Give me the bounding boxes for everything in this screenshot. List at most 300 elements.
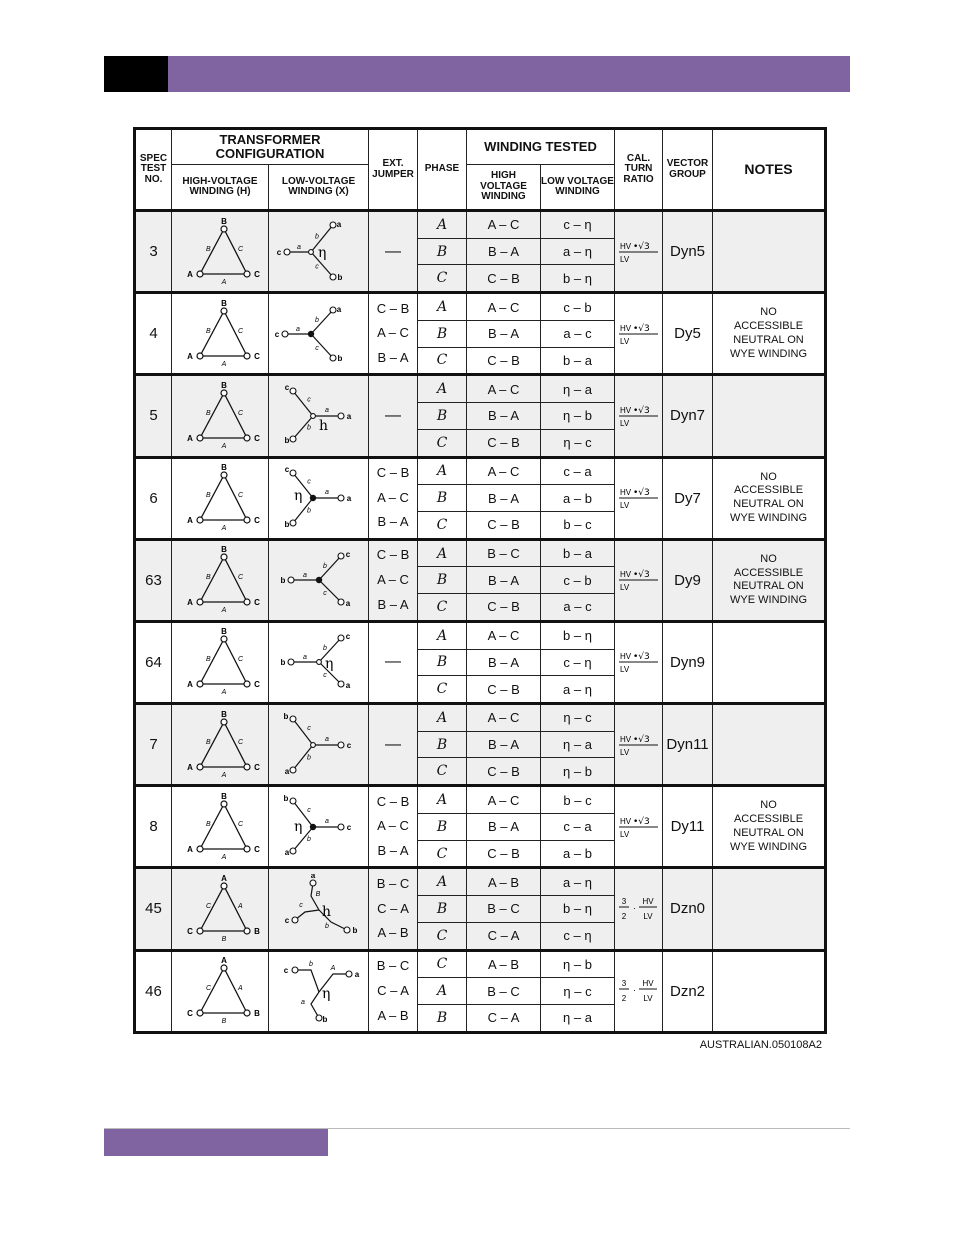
svg-text:b: b bbox=[322, 1015, 327, 1025]
svg-text:c: c bbox=[314, 344, 319, 352]
note-line: NO bbox=[760, 306, 777, 319]
svg-text:C: C bbox=[238, 656, 244, 664]
svg-text:a: a bbox=[310, 873, 315, 880]
svg-text:C: C bbox=[254, 844, 260, 854]
cal-turn-ratio bbox=[615, 539, 663, 621]
table-row bbox=[135, 539, 826, 567]
svg-text:b: b bbox=[306, 424, 311, 432]
header-hv-winding-h: HIGH-VOLTAGE WINDING (H) bbox=[172, 165, 269, 211]
lv-diagram-cell bbox=[269, 375, 369, 457]
lv-winding-tested: b – η bbox=[541, 896, 615, 923]
phase: B bbox=[418, 649, 467, 676]
svg-text:C: C bbox=[238, 574, 244, 582]
svg-text:A: A bbox=[221, 689, 227, 697]
table-row bbox=[135, 704, 826, 732]
notes-cell bbox=[713, 293, 826, 375]
svg-text:B: B bbox=[221, 463, 227, 473]
svg-text:a: a bbox=[346, 494, 351, 504]
svg-text:•√3: •√3 bbox=[632, 405, 650, 416]
svg-text:A: A bbox=[187, 516, 193, 526]
lv-winding-tested: c – η bbox=[541, 211, 615, 239]
zigzag-winding-diagram bbox=[273, 874, 365, 944]
phase: A bbox=[418, 539, 467, 567]
header-notes: NOTES bbox=[713, 129, 826, 211]
hv-winding-tested: C – B bbox=[467, 594, 541, 622]
notes-cell bbox=[713, 950, 826, 1032]
spec-test-no: 8 bbox=[135, 786, 172, 868]
hv-winding-tested: A – C bbox=[467, 621, 541, 649]
hv-winding-tested: A – C bbox=[467, 704, 541, 732]
notes-cell bbox=[713, 211, 826, 293]
cal-turn-ratio bbox=[615, 293, 663, 375]
phase: A bbox=[418, 457, 467, 485]
spec-test-no: 64 bbox=[135, 621, 172, 703]
vector-group-table bbox=[133, 127, 827, 1034]
svg-text:b: b bbox=[337, 353, 342, 363]
ext-jumper: A – C bbox=[377, 325, 409, 341]
note-line: WYE WINDING bbox=[730, 511, 808, 524]
ext-jumper: C – B bbox=[376, 547, 410, 563]
delta-winding-diagram bbox=[176, 627, 264, 697]
svg-text:LV: LV bbox=[619, 254, 629, 264]
hv-winding-tested: C – B bbox=[467, 676, 541, 704]
svg-text:C: C bbox=[254, 269, 260, 279]
svg-text:B: B bbox=[206, 245, 211, 253]
svg-text:c: c bbox=[346, 740, 351, 750]
lv-diagram-cell bbox=[269, 786, 369, 868]
svg-text:b: b bbox=[283, 711, 288, 721]
svg-text:•√3: •√3 bbox=[632, 734, 650, 745]
svg-text:LV: LV bbox=[619, 501, 629, 511]
svg-text:B: B bbox=[221, 216, 227, 226]
phase: B bbox=[418, 1004, 467, 1032]
hv-winding-tested: B – A bbox=[467, 649, 541, 676]
hv-winding-tested: C – B bbox=[467, 265, 541, 293]
ext-jumper-cell bbox=[369, 457, 418, 539]
svg-text:HV: HV bbox=[619, 488, 631, 498]
svg-text:B: B bbox=[221, 627, 227, 637]
svg-text:B: B bbox=[254, 926, 260, 936]
lv-winding-tested: a – b bbox=[541, 485, 615, 512]
table-row bbox=[135, 211, 826, 239]
svg-text:HV: HV bbox=[619, 241, 631, 251]
svg-text:A: A bbox=[187, 762, 193, 772]
header-high-voltage-winding: HIGH VOLTAGE WINDING bbox=[467, 165, 541, 211]
ext-jumper: B – C bbox=[376, 958, 410, 974]
notes-cell bbox=[713, 704, 826, 786]
vector-group: Dy5 bbox=[663, 293, 713, 375]
hv-winding-tested: C – B bbox=[467, 758, 541, 786]
svg-text:c: c bbox=[345, 632, 350, 642]
svg-text:b: b bbox=[314, 316, 319, 324]
lv-winding-tested: η – b bbox=[541, 758, 615, 786]
svg-text:•√3: •√3 bbox=[632, 241, 650, 252]
svg-text:b: b bbox=[322, 563, 327, 571]
phase: A bbox=[418, 621, 467, 649]
lv-winding-tested: b – c bbox=[541, 786, 615, 814]
svg-text:HV: HV bbox=[619, 405, 631, 415]
wye-winding-diagram bbox=[273, 545, 365, 615]
svg-text:A: A bbox=[221, 607, 227, 615]
ext-jumper-cell bbox=[369, 868, 418, 950]
svg-text:A: A bbox=[187, 351, 193, 361]
note-line: NEUTRAL ON bbox=[733, 333, 804, 346]
svg-text:A: A bbox=[221, 442, 227, 450]
spec-test-no: 6 bbox=[135, 457, 172, 539]
note-line: NO bbox=[760, 470, 777, 483]
vector-group: Dyn7 bbox=[663, 375, 713, 457]
hv-winding-tested: B – A bbox=[467, 813, 541, 840]
svg-text:HV: HV bbox=[641, 896, 654, 906]
lv-diagram-cell bbox=[269, 704, 369, 786]
svg-text:a: a bbox=[324, 817, 329, 825]
turn-ratio-formula bbox=[618, 320, 660, 348]
note-line: ACCESSIBLE bbox=[733, 320, 804, 332]
hv-winding-tested: B – A bbox=[467, 731, 541, 758]
lv-winding-tested: c – a bbox=[541, 813, 615, 840]
turn-ratio-formula bbox=[618, 813, 660, 841]
lv-winding-tested: b – η bbox=[541, 265, 615, 293]
svg-text:a: a bbox=[284, 766, 289, 776]
svg-text:c: c bbox=[306, 806, 311, 814]
svg-text:·: · bbox=[632, 985, 636, 996]
svg-text:c: c bbox=[306, 396, 311, 404]
spec-test-no: 3 bbox=[135, 211, 172, 293]
svg-text:c: c bbox=[306, 478, 311, 486]
lv-winding-tested: c – a bbox=[541, 457, 615, 485]
svg-text:A: A bbox=[238, 985, 243, 993]
hv-winding-tested: C – B bbox=[467, 347, 541, 375]
ext-jumper: A – C bbox=[377, 818, 409, 834]
svg-text:B: B bbox=[206, 820, 211, 828]
svg-text:A: A bbox=[221, 360, 227, 368]
svg-text:C: C bbox=[254, 433, 260, 443]
svg-text:a: a bbox=[302, 572, 307, 580]
header-winding-tested: WINDING TESTED bbox=[467, 129, 615, 165]
phase: A bbox=[418, 293, 467, 321]
svg-text:a: a bbox=[324, 406, 329, 414]
cal-turn-ratio bbox=[615, 375, 663, 457]
svg-text:a: a bbox=[302, 654, 307, 662]
header-black-block bbox=[104, 56, 168, 92]
hv-winding-tested: B – A bbox=[467, 320, 541, 347]
svg-text:LV: LV bbox=[642, 994, 653, 1004]
lv-winding-tested: a – b bbox=[541, 840, 615, 868]
lv-winding-tested: b – η bbox=[541, 621, 615, 649]
svg-text:LV: LV bbox=[619, 418, 629, 428]
phase: C bbox=[418, 840, 467, 868]
svg-text:HV: HV bbox=[619, 816, 631, 826]
svg-text:b: b bbox=[352, 925, 357, 935]
ext-jumper: B – A bbox=[377, 596, 409, 612]
svg-text:η: η bbox=[321, 986, 330, 1003]
svg-text:c: c bbox=[322, 590, 327, 598]
svg-text:c: c bbox=[314, 263, 319, 271]
svg-text:C: C bbox=[187, 926, 193, 936]
header-transformer-configuration: TRANSFORMER CONFIGURATION bbox=[172, 129, 369, 165]
svg-text:LV: LV bbox=[619, 336, 629, 346]
vector-group: Dy11 bbox=[663, 786, 713, 868]
svg-text:·: · bbox=[632, 902, 636, 913]
ext-jumper: B – A bbox=[377, 350, 409, 366]
svg-text:a: a bbox=[300, 999, 305, 1007]
svg-text:C: C bbox=[254, 762, 260, 772]
svg-text:a: a bbox=[346, 411, 351, 421]
svg-text:b: b bbox=[284, 520, 289, 530]
header-vector-group: VECTOR GROUP bbox=[663, 129, 713, 211]
hv-diagram-cell bbox=[172, 457, 269, 539]
hv-winding-tested: C – A bbox=[467, 1004, 541, 1032]
delta-winding-diagram bbox=[176, 381, 264, 451]
svg-text:LV: LV bbox=[619, 747, 629, 757]
hv-winding-tested: A – B bbox=[467, 950, 541, 978]
lv-winding-tested: a – c bbox=[541, 594, 615, 622]
svg-text:b: b bbox=[280, 658, 285, 668]
ext-jumper: C – B bbox=[376, 300, 410, 316]
svg-text:c: c bbox=[284, 915, 289, 925]
svg-text:B: B bbox=[206, 492, 211, 500]
lv-winding-tested: c – η bbox=[541, 649, 615, 676]
lv-winding-tested: a – η bbox=[541, 238, 615, 265]
note-line: NO bbox=[760, 552, 777, 565]
hv-diagram-cell bbox=[172, 375, 269, 457]
svg-text:•√3: •√3 bbox=[632, 570, 650, 581]
hv-winding-tested: C – B bbox=[467, 840, 541, 868]
svg-text:•√3: •√3 bbox=[632, 488, 650, 499]
ext-jumper: B – A bbox=[377, 514, 409, 530]
wye-winding-diagram bbox=[273, 463, 365, 533]
svg-text:3: 3 bbox=[621, 896, 626, 906]
delta-winding-diagram bbox=[176, 956, 264, 1026]
phase: C bbox=[418, 265, 467, 293]
svg-text:LV: LV bbox=[619, 665, 629, 675]
turn-ratio-formula bbox=[618, 238, 660, 266]
phase: B bbox=[418, 567, 467, 594]
svg-text:B: B bbox=[221, 545, 227, 555]
header-lv-winding-x: LOW-VOLTAGE WINDING (X) bbox=[269, 165, 369, 211]
svg-text:B: B bbox=[221, 298, 227, 308]
zigzag-winding-diagram bbox=[273, 956, 365, 1026]
phase: C bbox=[418, 758, 467, 786]
svg-text:C: C bbox=[238, 738, 244, 746]
svg-text:b: b bbox=[306, 754, 311, 762]
hv-winding-tested: A – C bbox=[467, 211, 541, 239]
svg-text:b: b bbox=[308, 961, 313, 969]
svg-text:c: c bbox=[345, 550, 350, 560]
ext-jumper: C – B bbox=[376, 793, 410, 809]
svg-text:B: B bbox=[221, 709, 227, 719]
svg-text:a: a bbox=[336, 219, 341, 229]
footer-purple-bar bbox=[104, 1129, 328, 1156]
header-low-voltage-winding: LOW VOLTAGE WINDING bbox=[541, 165, 615, 211]
svg-text:A: A bbox=[221, 278, 227, 286]
svg-text:B: B bbox=[206, 327, 211, 335]
phase: B bbox=[418, 403, 467, 430]
svg-text:B: B bbox=[206, 656, 211, 664]
svg-text:a: a bbox=[295, 325, 300, 333]
note-line: ACCESSIBLE bbox=[733, 566, 804, 579]
phase: B bbox=[418, 813, 467, 840]
svg-text:2: 2 bbox=[621, 911, 626, 921]
svg-text:a: a bbox=[354, 970, 359, 980]
lv-diagram-cell bbox=[269, 621, 369, 703]
svg-text:C: C bbox=[254, 351, 260, 361]
lv-winding-tested: c – b bbox=[541, 293, 615, 321]
phase: C bbox=[418, 950, 467, 978]
ext-jumper: — bbox=[369, 211, 418, 293]
note-line: NO bbox=[760, 799, 777, 812]
hv-winding-tested: B – C bbox=[467, 896, 541, 923]
turn-ratio-formula bbox=[618, 402, 660, 430]
lv-winding-tested: a – η bbox=[541, 676, 615, 704]
lv-diagram-cell bbox=[269, 293, 369, 375]
svg-text:a: a bbox=[284, 847, 289, 857]
svg-text:b: b bbox=[280, 576, 285, 586]
phase: A bbox=[418, 211, 467, 239]
svg-text:c: c bbox=[276, 247, 281, 257]
svg-text:A: A bbox=[238, 902, 243, 910]
phase: B bbox=[418, 485, 467, 512]
delta-winding-diagram bbox=[176, 299, 264, 369]
phase: A bbox=[418, 978, 467, 1005]
svg-text:A: A bbox=[330, 965, 335, 973]
notes-cell bbox=[713, 786, 826, 868]
ext-jumper: A – C bbox=[377, 571, 409, 587]
svg-text:LV: LV bbox=[642, 911, 653, 921]
turn-ratio-formula bbox=[618, 484, 660, 512]
svg-text:c: c bbox=[306, 724, 311, 732]
vector-group: Dyn9 bbox=[663, 621, 713, 703]
phase: A bbox=[418, 868, 467, 896]
lv-winding-tested: η – a bbox=[541, 375, 615, 403]
table-row bbox=[135, 950, 826, 978]
svg-text:c: c bbox=[284, 465, 289, 475]
hv-diagram-cell bbox=[172, 621, 269, 703]
note-line: NEUTRAL ON bbox=[733, 580, 804, 593]
svg-text:h: h bbox=[321, 903, 331, 920]
svg-text:a: a bbox=[296, 243, 301, 251]
hv-winding-tested: A – B bbox=[467, 868, 541, 896]
svg-text:c: c bbox=[283, 966, 288, 976]
svg-text:2: 2 bbox=[621, 994, 626, 1004]
svg-text:b: b bbox=[314, 233, 319, 241]
phase: C bbox=[418, 429, 467, 457]
svg-text:A: A bbox=[187, 433, 193, 443]
hv-winding-tested: C – B bbox=[467, 511, 541, 539]
svg-text:A: A bbox=[187, 269, 193, 279]
svg-text:C: C bbox=[254, 680, 260, 690]
svg-text:LV: LV bbox=[619, 583, 629, 593]
phase: A bbox=[418, 375, 467, 403]
phase: B bbox=[418, 731, 467, 758]
lv-winding-tested: b – a bbox=[541, 539, 615, 567]
svg-text:c: c bbox=[322, 672, 327, 680]
lv-winding-tested: b – a bbox=[541, 347, 615, 375]
phase: A bbox=[418, 786, 467, 814]
note-line: ACCESSIBLE bbox=[733, 813, 804, 826]
ext-jumper: C – A bbox=[377, 900, 409, 916]
svg-text:B: B bbox=[221, 380, 227, 390]
svg-text:b: b bbox=[322, 645, 327, 653]
spec-test-no: 63 bbox=[135, 539, 172, 621]
svg-text:c: c bbox=[274, 329, 279, 339]
svg-text:C: C bbox=[254, 598, 260, 608]
turn-ratio-formula bbox=[618, 974, 660, 1008]
svg-text:HV: HV bbox=[619, 734, 631, 744]
note-line: NEUTRAL ON bbox=[733, 498, 804, 511]
table-row bbox=[135, 457, 826, 485]
header-spec-test-no: SPEC TEST NO. bbox=[135, 129, 172, 211]
cal-turn-ratio bbox=[615, 457, 663, 539]
ext-jumper-cell bbox=[369, 293, 418, 375]
wye-winding-diagram bbox=[273, 792, 365, 862]
hv-diagram-cell bbox=[172, 211, 269, 293]
svg-text:C: C bbox=[238, 492, 244, 500]
turn-ratio-formula bbox=[618, 731, 660, 759]
svg-text:a: a bbox=[324, 489, 329, 497]
vector-group: Dzn0 bbox=[663, 868, 713, 950]
spec-test-no: 4 bbox=[135, 293, 172, 375]
lv-winding-tested: b – c bbox=[541, 511, 615, 539]
notes-cell bbox=[713, 539, 826, 621]
cal-turn-ratio bbox=[615, 621, 663, 703]
svg-text:b: b bbox=[337, 272, 342, 282]
svg-text:B: B bbox=[221, 791, 227, 801]
svg-text:HV: HV bbox=[619, 570, 631, 580]
lv-winding-tested: η – b bbox=[541, 403, 615, 430]
svg-text:c: c bbox=[346, 822, 351, 832]
svg-text:A: A bbox=[187, 680, 193, 690]
hv-winding-tested: B – C bbox=[467, 978, 541, 1005]
lv-winding-tested: c – η bbox=[541, 922, 615, 950]
svg-text:a: a bbox=[345, 599, 350, 609]
wye-winding-diagram bbox=[273, 217, 365, 287]
lv-winding-tested: a – η bbox=[541, 868, 615, 896]
cal-turn-ratio bbox=[615, 950, 663, 1032]
reference-code: AUSTRALIAN.050108A2 bbox=[699, 1039, 822, 1051]
lv-winding-tested: η – a bbox=[541, 1004, 615, 1032]
ext-jumper: B – A bbox=[377, 843, 409, 859]
hv-diagram-cell bbox=[172, 539, 269, 621]
svg-text:b: b bbox=[324, 922, 329, 930]
phase: B bbox=[418, 238, 467, 265]
vector-group: Dzn2 bbox=[663, 950, 713, 1032]
table-row bbox=[135, 786, 826, 814]
spec-test-no: 45 bbox=[135, 868, 172, 950]
ext-jumper-cell bbox=[369, 950, 418, 1032]
table-row bbox=[135, 621, 826, 649]
svg-text:C: C bbox=[238, 245, 244, 253]
svg-text:B: B bbox=[206, 738, 211, 746]
note-line: NEUTRAL ON bbox=[733, 826, 804, 839]
svg-text:A: A bbox=[221, 853, 227, 861]
table-row bbox=[135, 868, 826, 896]
svg-text:C: C bbox=[206, 985, 212, 993]
vector-group: Dy9 bbox=[663, 539, 713, 621]
ext-jumper-cell bbox=[369, 786, 418, 868]
svg-text:C: C bbox=[187, 1009, 193, 1019]
svg-text:HV: HV bbox=[619, 323, 631, 333]
svg-text:B: B bbox=[221, 935, 227, 943]
svg-text:•√3: •√3 bbox=[632, 652, 650, 663]
hv-winding-tested: B – C bbox=[467, 539, 541, 567]
ext-jumper: — bbox=[369, 621, 418, 703]
header-cal-turn-ratio: CAL. TURN RATIO bbox=[615, 129, 663, 211]
note-line: WYE WINDING bbox=[730, 347, 808, 360]
hv-winding-tested: A – C bbox=[467, 786, 541, 814]
svg-text:A: A bbox=[187, 598, 193, 608]
svg-text:C: C bbox=[206, 902, 212, 910]
